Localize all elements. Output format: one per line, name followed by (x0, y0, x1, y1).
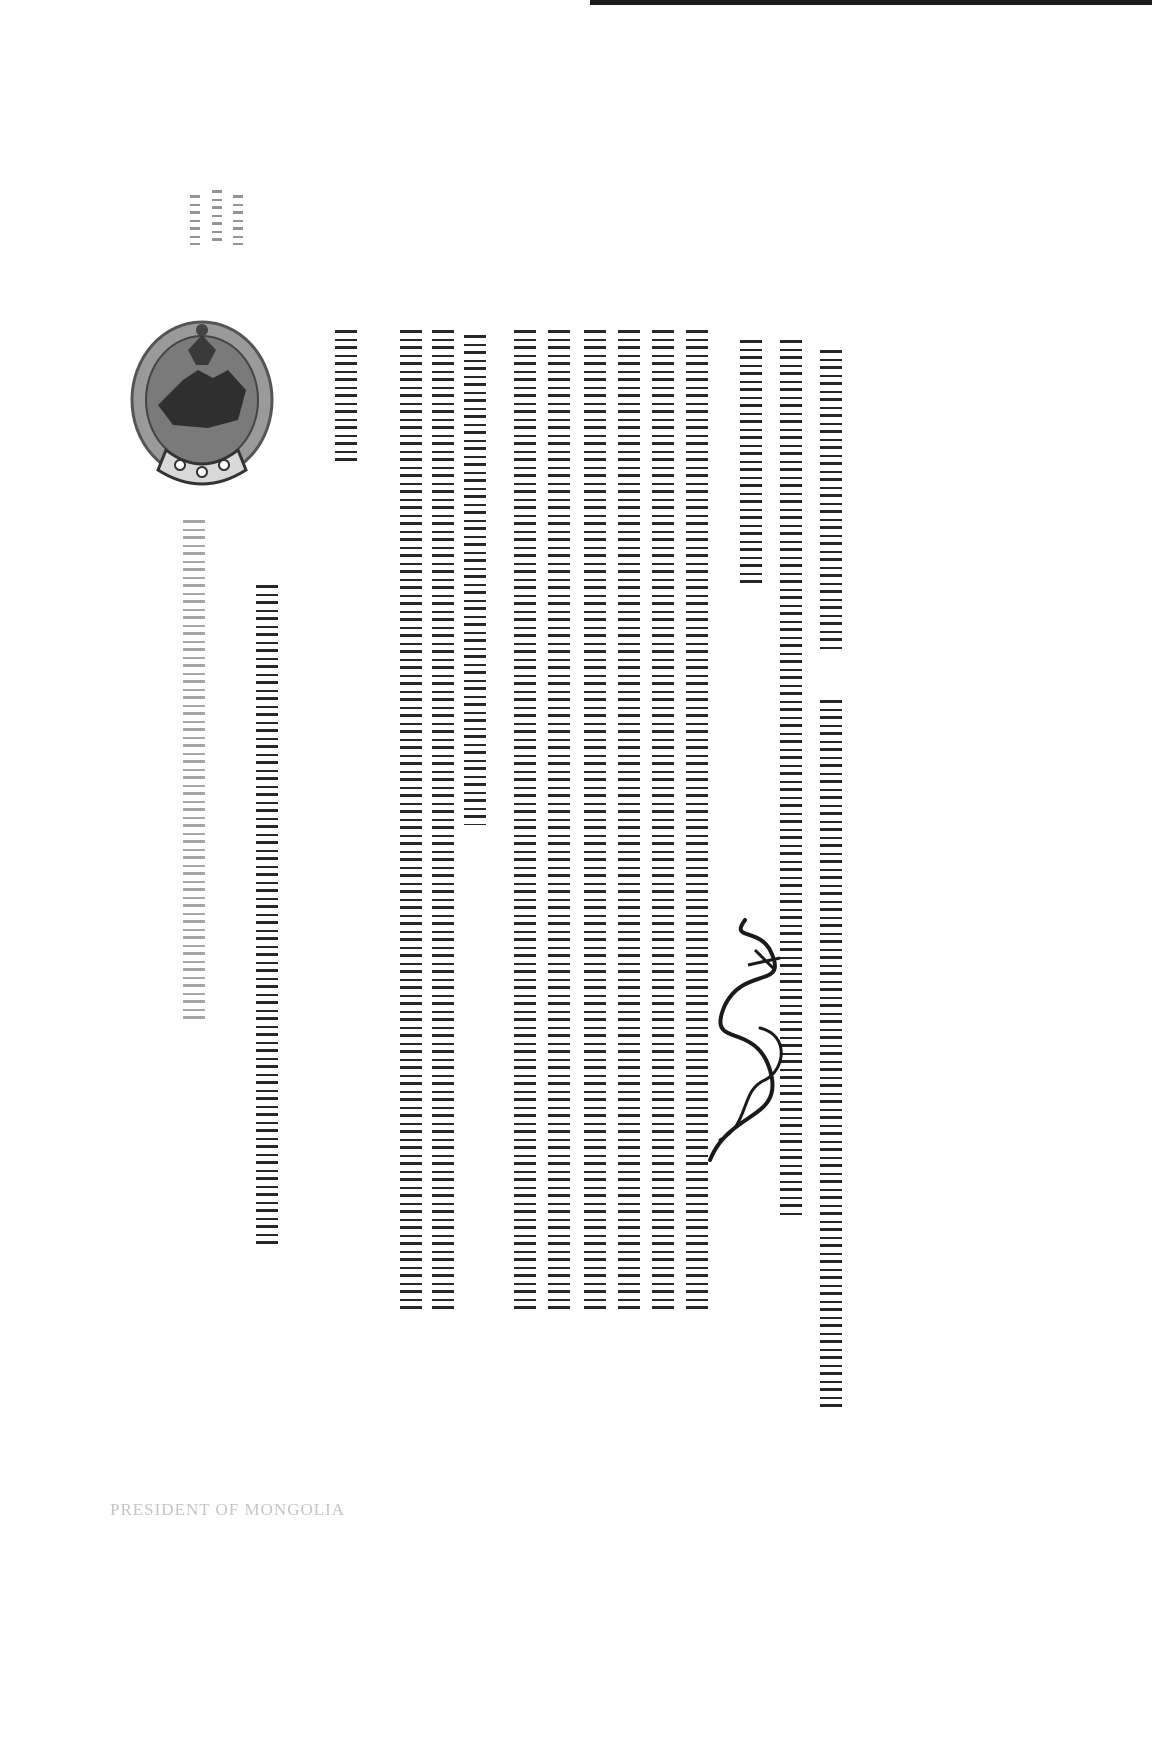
body-line-2 (432, 330, 454, 1310)
body-line-8 (652, 330, 674, 1310)
footer-president-text: PRESIDENT OF MONGOLIA (110, 1500, 346, 1519)
side-mark-2 (212, 190, 222, 245)
body-line-6 (584, 330, 606, 1310)
body-line-4 (514, 330, 536, 1310)
signatory-title (780, 340, 802, 1220)
state-emblem-icon (128, 310, 276, 500)
body-line-7 (618, 330, 640, 1310)
salutation-line (335, 330, 357, 465)
addressee-line (256, 585, 278, 1250)
letterhead-title (183, 520, 205, 1020)
signatory-name (820, 350, 842, 650)
body-line-1 (400, 330, 422, 1310)
closing-line (740, 340, 762, 585)
body-line-3 (464, 335, 486, 825)
date-line (820, 700, 842, 1410)
side-mark-3 (233, 195, 243, 245)
body-line-5 (548, 330, 570, 1310)
side-mark-1 (190, 195, 200, 245)
